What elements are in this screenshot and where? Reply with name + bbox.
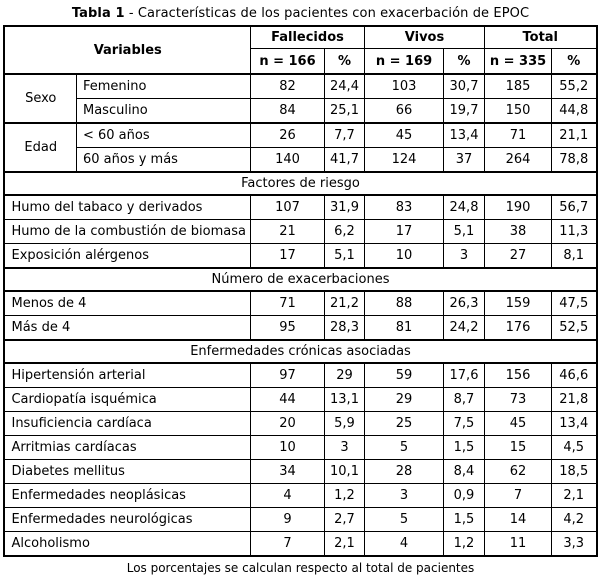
cell-value: 156 <box>485 363 552 388</box>
row-label: Femenino <box>76 74 250 99</box>
cell-value: 11 <box>485 532 552 557</box>
table-body <box>4 74 596 556</box>
section-title: Factores de riesgo <box>4 172 596 195</box>
cell-value: 21,8 <box>552 388 597 412</box>
section-title: Enfermedades crónicas asociadas <box>4 340 596 363</box>
cell-value: 41,7 <box>324 148 364 173</box>
table-row <box>4 291 596 316</box>
cell-value: 78,8 <box>552 148 597 173</box>
cell-value: 1,5 <box>444 508 485 532</box>
cell-value: 1,2 <box>444 532 485 557</box>
cell-value: 59 <box>365 363 444 388</box>
header-n-vivos: n = 169 <box>365 49 444 75</box>
header-pct-fallecidos: % <box>324 49 364 75</box>
cell-value: 7,5 <box>444 412 485 436</box>
cell-value: 5,1 <box>324 244 364 269</box>
cell-value: 10 <box>250 436 324 460</box>
row-label: 60 años y más <box>76 148 250 173</box>
section-row <box>4 172 596 195</box>
table-row <box>4 244 596 269</box>
header-group-total: Total <box>485 26 597 49</box>
row-label: Diabetes mellitus <box>4 460 250 484</box>
cell-value: 45 <box>485 412 552 436</box>
cell-value: 52,5 <box>552 316 597 341</box>
cell-value: 124 <box>365 148 444 173</box>
cell-value: 84 <box>250 99 324 124</box>
cell-value: 4 <box>250 484 324 508</box>
table-caption-number: Tabla 1 <box>71 6 125 21</box>
cell-value: 3,3 <box>552 532 597 557</box>
cell-value: 28,3 <box>324 316 364 341</box>
cell-value: 37 <box>444 148 485 173</box>
cell-value: 81 <box>365 316 444 341</box>
cell-value: 34 <box>250 460 324 484</box>
section-row <box>4 268 596 291</box>
table-row <box>4 363 596 388</box>
cell-value: 2,1 <box>324 532 364 557</box>
cell-value: 13,1 <box>324 388 364 412</box>
cell-value: 13,4 <box>444 123 485 148</box>
header-n-total: n = 335 <box>485 49 552 75</box>
cell-value: 8,4 <box>444 460 485 484</box>
table-row <box>4 316 596 341</box>
cell-value: 31,9 <box>324 195 364 220</box>
cell-value: 45 <box>365 123 444 148</box>
row-label: Humo del tabaco y derivados <box>4 195 250 220</box>
cell-value: 103 <box>365 74 444 99</box>
cell-value: 15 <box>485 436 552 460</box>
cell-value: 13,4 <box>552 412 597 436</box>
cell-value: 19,7 <box>444 99 485 124</box>
cell-value: 97 <box>250 363 324 388</box>
cell-value: 17,6 <box>444 363 485 388</box>
cell-value: 2,7 <box>324 508 364 532</box>
section-title: Número de exacerbaciones <box>4 268 596 291</box>
table-caption <box>0 0 601 25</box>
table-caption-text: - Características de los pacientes con exacerbación de EPOC <box>124 6 530 21</box>
cell-value: 44 <box>250 388 324 412</box>
table-row <box>4 388 596 412</box>
cell-value: 83 <box>365 195 444 220</box>
cell-value: 44,8 <box>552 99 597 124</box>
cell-value: 24,8 <box>444 195 485 220</box>
table-row <box>4 99 596 124</box>
header-pct-vivos: % <box>444 49 485 75</box>
row-label: Enfermedades neurológicas <box>4 508 250 532</box>
row-label: Menos de 4 <box>4 291 250 316</box>
cell-value: 150 <box>485 99 552 124</box>
cell-value: 107 <box>250 195 324 220</box>
cell-value: 28 <box>365 460 444 484</box>
cell-value: 62 <box>485 460 552 484</box>
row-label: Más de 4 <box>4 316 250 341</box>
cell-value: 4,5 <box>552 436 597 460</box>
cell-value: 17 <box>250 244 324 269</box>
cell-value: 29 <box>324 363 364 388</box>
cell-value: 10,1 <box>324 460 364 484</box>
cell-value: 71 <box>250 291 324 316</box>
cell-value: 88 <box>365 291 444 316</box>
cell-value: 56,7 <box>552 195 597 220</box>
cell-value: 5 <box>365 436 444 460</box>
table-row <box>4 436 596 460</box>
cell-value: 2,1 <box>552 484 597 508</box>
cell-value: 66 <box>365 99 444 124</box>
cell-value: 190 <box>485 195 552 220</box>
cell-value: 7,7 <box>324 123 364 148</box>
cell-value: 10 <box>365 244 444 269</box>
cell-value: 176 <box>485 316 552 341</box>
cell-value: 25 <box>365 412 444 436</box>
cell-value: 29 <box>365 388 444 412</box>
cell-value: 8,7 <box>444 388 485 412</box>
cell-value: 11,3 <box>552 220 597 244</box>
table-row <box>4 74 596 99</box>
cell-value: 264 <box>485 148 552 173</box>
cell-value: 18,5 <box>552 460 597 484</box>
cell-value: 14 <box>485 508 552 532</box>
table-row <box>4 412 596 436</box>
cell-value: 47,5 <box>552 291 597 316</box>
cell-value: 3 <box>365 484 444 508</box>
cell-value: 26,3 <box>444 291 485 316</box>
cell-value: 73 <box>485 388 552 412</box>
cell-value: 4,2 <box>552 508 597 532</box>
row-label: < 60 años <box>76 123 250 148</box>
table-row <box>4 195 596 220</box>
cell-value: 26 <box>250 123 324 148</box>
table-row <box>4 532 596 557</box>
cell-value: 185 <box>485 74 552 99</box>
row-label: Alcoholismo <box>4 532 250 557</box>
cell-value: 140 <box>250 148 324 173</box>
cell-value: 38 <box>485 220 552 244</box>
cell-value: 159 <box>485 291 552 316</box>
cell-value: 1,5 <box>444 436 485 460</box>
table-row <box>4 508 596 532</box>
cell-value: 20 <box>250 412 324 436</box>
cell-value: 8,1 <box>552 244 597 269</box>
row-label: Arritmias cardíacas <box>4 436 250 460</box>
cell-value: 5,9 <box>324 412 364 436</box>
cell-value: 21 <box>250 220 324 244</box>
header-n-fallecidos: n = 166 <box>250 49 324 75</box>
cell-value: 30,7 <box>444 74 485 99</box>
cell-value: 3 <box>444 244 485 269</box>
cell-value: 3 <box>324 436 364 460</box>
row-label: Enfermedades neoplásicas <box>4 484 250 508</box>
cell-value: 4 <box>365 532 444 557</box>
cell-value: 7 <box>485 484 552 508</box>
patients-table <box>3 25 597 557</box>
row-label: Hipertensión arterial <box>4 363 250 388</box>
cell-value: 82 <box>250 74 324 99</box>
cell-value: 24,2 <box>444 316 485 341</box>
section-row <box>4 340 596 363</box>
table-row <box>4 220 596 244</box>
cell-value: 1,2 <box>324 484 364 508</box>
table-row <box>4 484 596 508</box>
cell-value: 95 <box>250 316 324 341</box>
group-label: Edad <box>4 123 76 172</box>
header-variables: Variables <box>4 26 250 74</box>
cell-value: 7 <box>250 532 324 557</box>
cell-value: 27 <box>485 244 552 269</box>
cell-value: 21,1 <box>552 123 597 148</box>
cell-value: 25,1 <box>324 99 364 124</box>
table-row <box>4 460 596 484</box>
header-pct-total: % <box>552 49 597 75</box>
cell-value: 5 <box>365 508 444 532</box>
row-label: Humo de la combustión de biomasa <box>4 220 250 244</box>
table-row <box>4 123 596 148</box>
cell-value: 55,2 <box>552 74 597 99</box>
row-label: Masculino <box>76 99 250 124</box>
cell-value: 17 <box>365 220 444 244</box>
cell-value: 71 <box>485 123 552 148</box>
cell-value: 46,6 <box>552 363 597 388</box>
row-label: Cardiopatía isquémica <box>4 388 250 412</box>
table-footnote: Los porcentajes se calculan respecto al total de pacientes <box>126 561 475 575</box>
cell-value: 5,1 <box>444 220 485 244</box>
cell-value: 24,4 <box>324 74 364 99</box>
header-group-vivos: Vivos <box>365 26 485 49</box>
cell-value: 21,2 <box>324 291 364 316</box>
group-label: Sexo <box>4 74 76 123</box>
row-label: Exposición alérgenos <box>4 244 250 269</box>
table-row <box>4 148 596 173</box>
row-label: Insuficiencia cardíaca <box>4 412 250 436</box>
cell-value: 9 <box>250 508 324 532</box>
table-header <box>4 26 596 74</box>
cell-value: 0,9 <box>444 484 485 508</box>
header-group-fallecidos: Fallecidos <box>250 26 364 49</box>
cell-value: 6,2 <box>324 220 364 244</box>
header-group-row <box>4 26 596 49</box>
